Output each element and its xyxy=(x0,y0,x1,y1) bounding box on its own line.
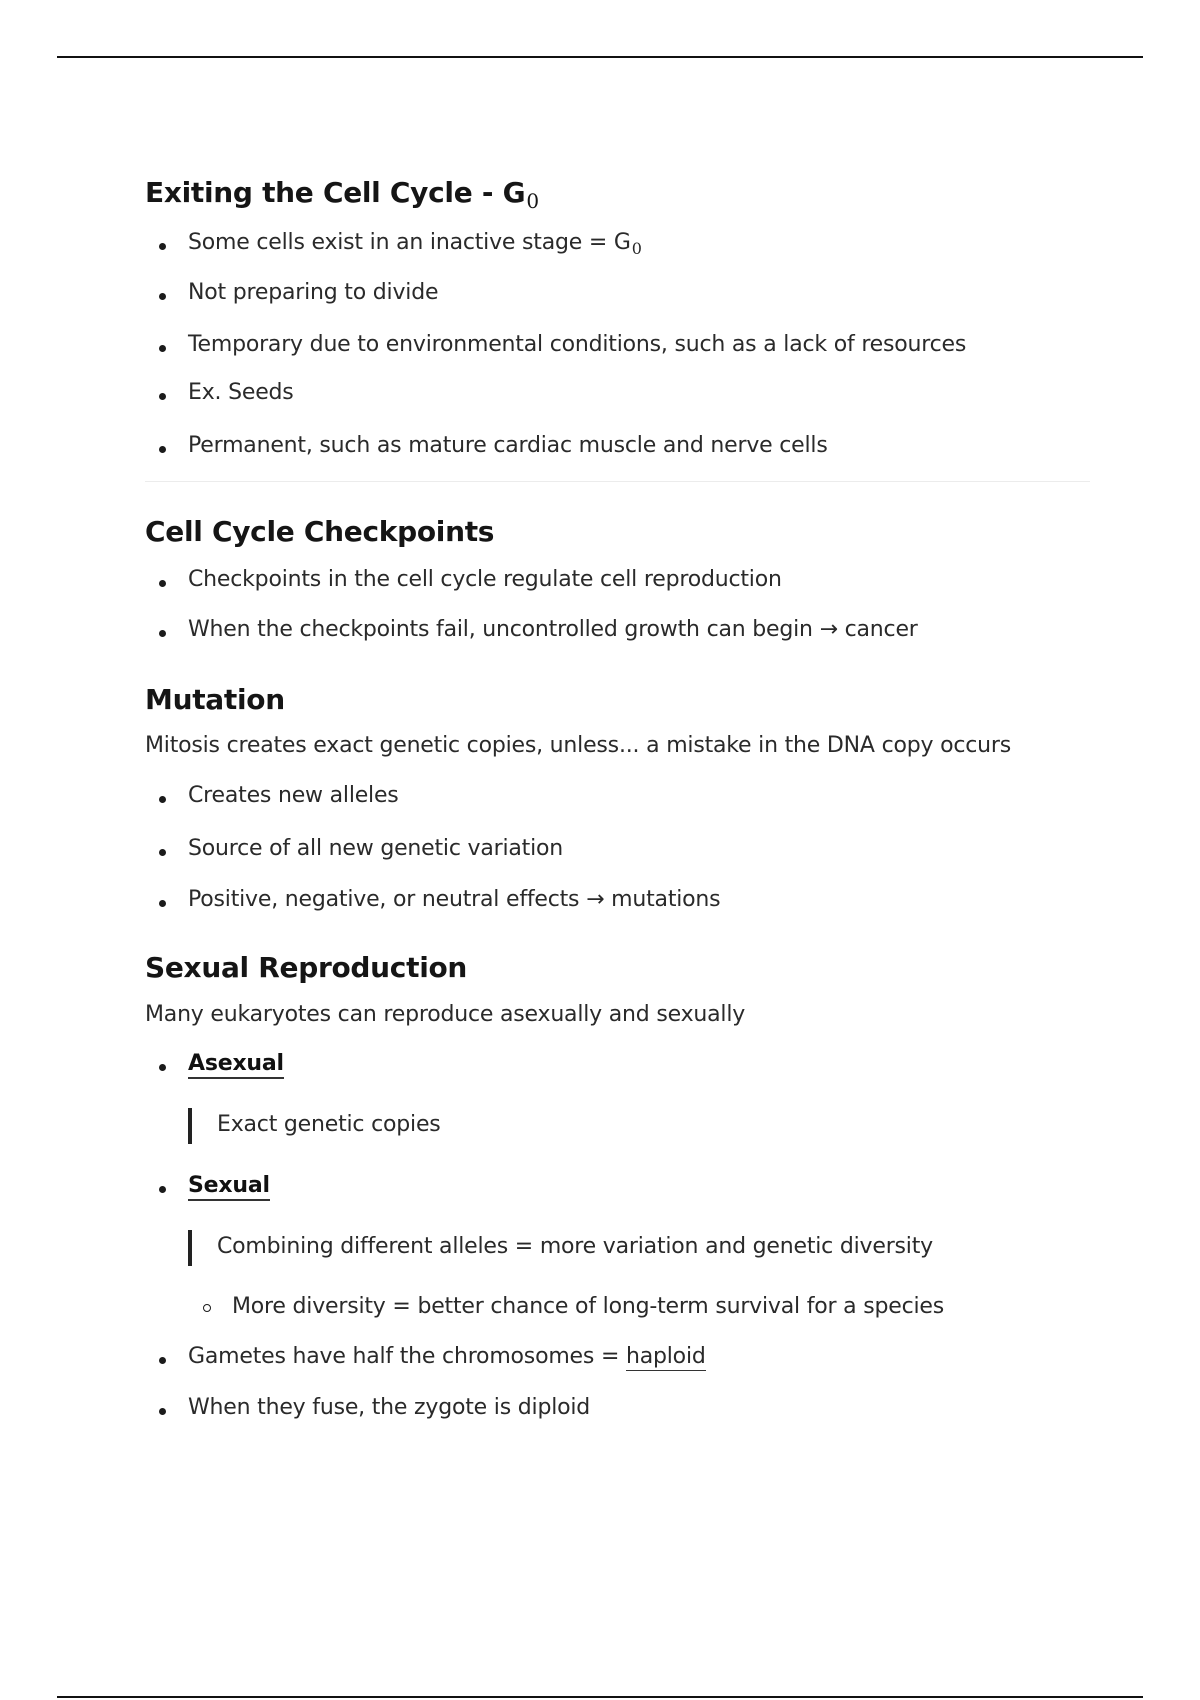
list-item: Checkpoints in the cell cycle regulate cell reproduction xyxy=(188,567,782,592)
sexual-quote: Combining different alleles = more variation and genetic diversity xyxy=(217,1234,933,1259)
list-item: Source of all new genetic variation xyxy=(188,836,564,861)
heading-sexual-reproduction: Sexual Reproduction xyxy=(145,951,468,984)
bullet-icon xyxy=(159,1064,166,1071)
list-item-gametes xyxy=(188,1344,706,1369)
bullet-icon xyxy=(159,849,166,856)
bullet-icon xyxy=(159,345,166,352)
list-item-text: Some cells exist in an inactive stage = G xyxy=(188,230,631,255)
list-item-asexual xyxy=(188,1051,284,1076)
heading-exiting-cell-cycle xyxy=(145,176,539,213)
sexual-intro: Many eukaryotes can reproduce asexually and sexually xyxy=(145,1002,746,1027)
heading-exiting-text: Exiting the Cell Cycle - G xyxy=(145,176,526,209)
blockquote-bar xyxy=(188,1108,192,1144)
list-item: Ex. Seeds xyxy=(188,380,294,405)
top-rule xyxy=(57,56,1143,58)
heading-exiting-subscript: 0 xyxy=(526,189,539,213)
blockquote-bar xyxy=(188,1230,192,1266)
list-item-sexual xyxy=(188,1173,270,1198)
bullet-icon xyxy=(159,796,166,803)
list-item: When the checkpoints fail, uncontrolled growth can begin → cancer xyxy=(188,617,918,642)
list-item: Temporary due to environmental conditions, such as a lack of resources xyxy=(188,332,967,357)
list-item xyxy=(188,230,642,258)
list-item: Not preparing to divide xyxy=(188,280,439,305)
bullet-icon xyxy=(159,1357,166,1364)
bullet-icon xyxy=(159,580,166,587)
bottom-rule xyxy=(57,1696,1143,1698)
asexual-label: Asexual xyxy=(188,1051,284,1079)
haploid-term: haploid xyxy=(625,1344,706,1369)
bullet-icon xyxy=(159,630,166,637)
list-item: Permanent, such as mature cardiac muscle and nerve cells xyxy=(188,433,828,458)
bullet-icon xyxy=(159,243,166,250)
bullet-icon xyxy=(159,393,166,400)
bullet-icon xyxy=(159,1186,166,1193)
list-item: Positive, negative, or neutral effects → mutations xyxy=(188,887,721,912)
sexual-label: Sexual xyxy=(188,1173,270,1201)
list-item: When they fuse, the zygote is diploid xyxy=(188,1395,591,1420)
bullet-icon xyxy=(159,900,166,907)
heading-cell-cycle-checkpoints: Cell Cycle Checkpoints xyxy=(145,515,495,548)
list-item: Creates new alleles xyxy=(188,783,399,808)
section-divider xyxy=(145,481,1090,482)
hollow-bullet-icon xyxy=(203,1304,211,1312)
heading-mutation: Mutation xyxy=(145,683,285,716)
list-item-subscript: 0 xyxy=(631,239,642,258)
bullet-icon xyxy=(159,1408,166,1415)
sub-list-item: More diversity = better chance of long-term survival for a species xyxy=(232,1294,944,1319)
asexual-quote: Exact genetic copies xyxy=(217,1112,441,1137)
gametes-text: Gametes have half the chromosomes = xyxy=(188,1344,626,1369)
mutation-intro: Mitosis creates exact genetic copies, unless... a mistake in the DNA copy occurs xyxy=(145,733,1012,758)
bullet-icon xyxy=(159,293,166,300)
bullet-icon xyxy=(159,446,166,453)
